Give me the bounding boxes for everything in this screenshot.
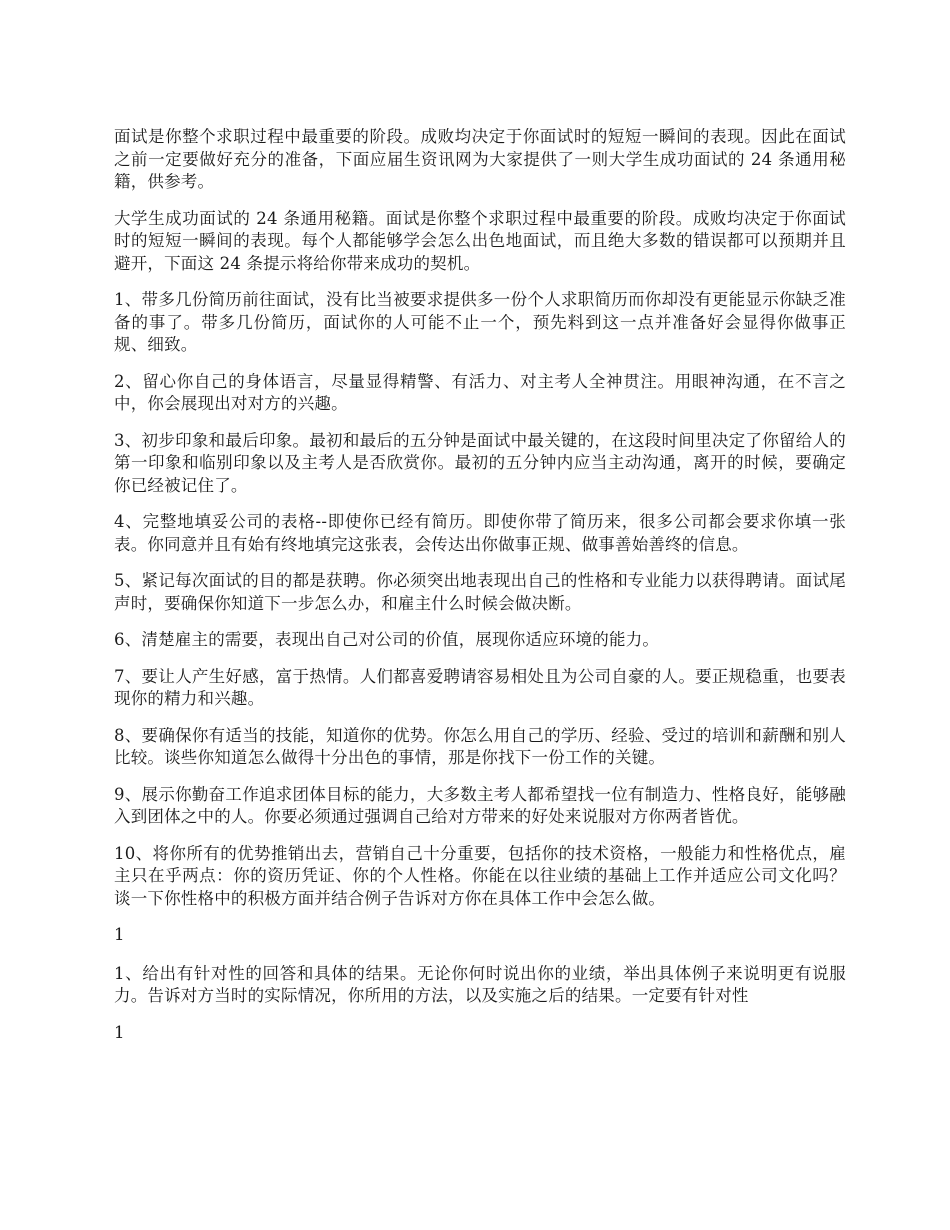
page-number-marker: 1 [114,925,125,944]
tip-10-paragraph: 10、将你所有的优势推销出去，营销自己十分重要，包括你的技术资格，一般能力和性格优点，雇主只在乎两点：你的资历凭证、你的个人性格。你能在以往业绩的基础上工作并适应公司文化吗？谈一下你性格中的积极方面并结合例子告诉对方你在具体工作中会怎么做。 [114,843,846,908]
tip-1-paragraph: 1、带多几份简历前往面试，没有比当被要求提供多一份个人求职简历而你却没有更能显示你缺乏准备的事了。带多几份简历，面试你的人可能不止一个，预先料到这一点并准备好会显得你做事正规、细致。 [114,290,846,354]
tip-7-paragraph: 7、要让人产生好感，富于热情。人们都喜爱聘请容易相处且为公司自豪的人。要正规稳重，也要表现你的精力和兴趣。 [114,666,846,708]
tip-5-paragraph: 5、紧记每次面试的目的都是获聘。你必须突出地表现出自己的性格和专业能力以获得聘请。面试尾声时，要确保你知道下一步怎么办，和雇主什么时候会做决断。 [114,571,846,613]
tip-8-paragraph: 8、要确保你有适当的技能，知道你的优势。你怎么用自己的学历、经验、受过的培训和薪酬和别人比较。谈些你知道怎么做得十分出色的事情，那是你找下一份工作的关键。 [114,725,846,767]
intro-paragraph: 面试是你整个求职过程中最重要的阶段。成败均决定于你面试时的短短一瞬间的表现。因此在面试之前一定要做好充分的准备，下面应届生资讯网为大家提供了一则大学生成功面试的 24 条通用秘籍，供参考。 [114,127,846,191]
tip-2-paragraph: 2、留心你自己的身体语言，尽量显得精警、有活力、对主考人全神贯注。用眼神沟通，在不言之中，你会展现出对对方的兴趣。 [114,371,846,413]
tip-9-paragraph: 9、展示你勤奋工作追求团体目标的能力，大多数主考人都希望找一位有制造力、性格良好，能够融入到团体之中的人。你要必须通过强调自己给对方带来的好处来说服对方你两者皆优。 [114,784,846,826]
tip-4-paragraph: 4、完整地填妥公司的表格--即使你已经有简历。即使你带了简历来，很多公司都会要求你填一张表。你同意并且有始有终地填完这张表，会传达出你做事正规、做事善始善终的信息。 [114,512,846,554]
page-number-marker-end: 1 [114,1022,125,1042]
tip-6-paragraph: 6、清楚雇主的需要，表现出自己对公司的价值，展现你适应环境的能力。 [114,630,660,649]
tip-specific-answers-paragraph: 1、给出有针对性的回答和具体的结果。无论你何时说出你的业绩，举出具体例子来说明更有说服力。告诉对方当时的实际情况，你所用的方法，以及实施之后的结果。一定要有针对性 [114,963,846,1005]
tip-3-paragraph: 3、初步印象和最后印象。最初和最后的五分钟是面试中最关键的，在这段时间里决定了你留给人的第一印象和临别印象以及主考人是否欣赏你。最初的五分钟内应当主动沟通，离开的时候，要确定你已经被记住了。 [114,430,846,495]
summary-paragraph: 大学生成功面试的 24 条通用秘籍。面试是你整个求职过程中最重要的阶段。成败均决定于你面试时的短短一瞬间的表现。每个人都能够学会怎么出色地面试，而且绝大多数的错误都可以预期并且避开，下面这 24 条提示将给你带来成功的契机。 [114,208,846,273]
document-body [114,126,846,1060]
